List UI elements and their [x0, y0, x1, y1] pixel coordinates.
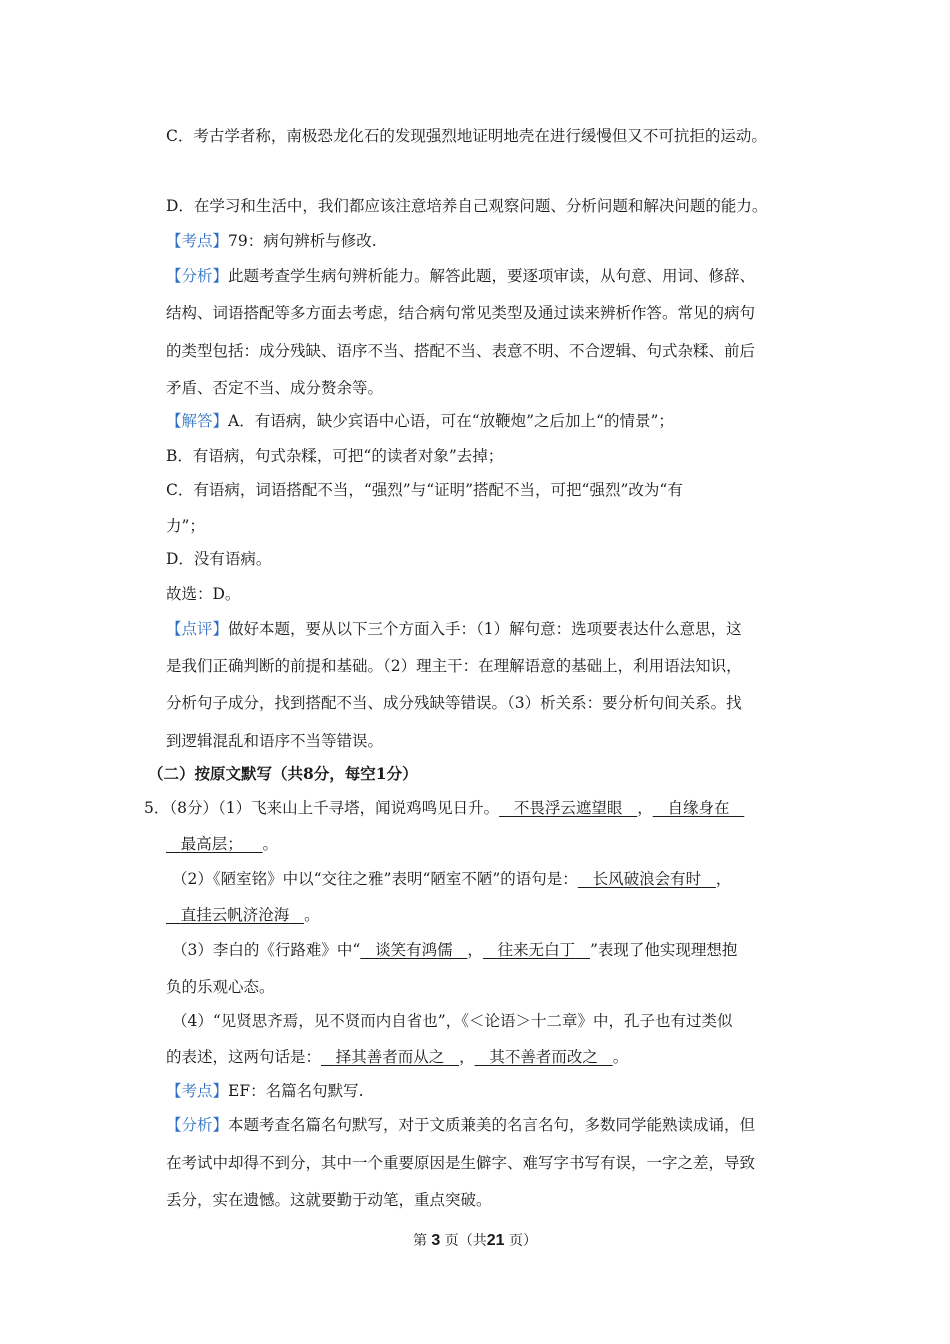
end-mark: 。	[262, 835, 279, 853]
kaodian-text: EF：名篇名句默写.	[228, 1082, 364, 1100]
q5-p3-suffix: ”表现了他实现理想抱	[589, 941, 738, 959]
footer-prefix: 第	[412, 1233, 427, 1249]
footer-middle: 页（共	[444, 1233, 487, 1249]
q4-fenxi-line: 结构、词语搭配等多方面去考虑，结合病句常见类型及通过读来辨析作答。常见的病句	[166, 304, 756, 322]
answer-blank: 谈笑有鸿儒	[375, 941, 453, 959]
q4-fenxi-line: 矛盾、否定不当、成分赘余等。	[166, 379, 384, 397]
q5-p4-prefix: 的表述，这两句话是：	[166, 1048, 322, 1066]
fenxi-text: 此题考查学生病句辨析能力。解答此题，要逐项审读，从句意、用词、修辞、	[228, 267, 756, 285]
q4-kaodian	[166, 231, 377, 251]
q5-line-1	[144, 798, 744, 818]
q4-jieda-line: D．没有语病。	[166, 550, 272, 568]
answer-blank: 不畏浮云遮望眼	[513, 799, 623, 817]
answer-blank: 长风破浪会有时	[592, 870, 702, 888]
q5-p3-prefix: （3）李白的《行路难》中“	[172, 941, 361, 959]
comma: ，	[459, 1048, 475, 1066]
option-c: C．考古学者称，南极恐龙化石的发现强烈地证明地壳在进行缓慢但又不可抗拒的运动。	[166, 127, 767, 145]
end-mark: 。	[612, 1048, 629, 1066]
kaodian-text: 79：病句辨析与修改.	[228, 232, 377, 250]
q5-line-7: （4）“见贤思齐焉，见不贤而内自省也”，《＜论语＞十二章》中，孔子也有过类似	[172, 1012, 733, 1030]
q4-dianping-line	[166, 619, 742, 639]
end-mark: 。	[304, 906, 320, 924]
q5-number: 5．	[144, 799, 170, 817]
kaodian-tag: 【考点】	[166, 232, 229, 250]
q5-line-3	[172, 869, 731, 889]
comma: ，	[637, 799, 653, 817]
comma: ，	[715, 870, 732, 888]
q4-jieda-line: 力”；	[166, 517, 205, 535]
q5-p2-prefix: （2）《陋室铭》中以“交往之雅”表明“陋室不陋”的语句是：	[172, 870, 578, 888]
answer-blank: 往来无白丁	[497, 941, 576, 959]
q4-dianping-line: 是我们正确判断的前提和基础。（2）理主干：在理解语意的基础上，利用语法知识，	[166, 657, 742, 675]
jieda-tag: 【解答】	[166, 412, 229, 430]
q4-jieda-line: C．有语病，词语搭配不当，“强烈”与“证明”搭配不当，可把“强烈”改为“有	[166, 481, 683, 499]
q4-fenxi-line	[166, 266, 755, 286]
kaodian-tag: 【考点】	[166, 1082, 229, 1100]
q4-jieda-line: B．有语病，句式杂糅，可把“的读者对象”去掉；	[166, 447, 504, 465]
answer-blank: 自缘身在	[667, 799, 730, 817]
q5-line-5	[172, 940, 737, 960]
q5-kaodian	[166, 1081, 364, 1101]
dianping-text: 做好本题，要从以下三个方面入手：（1）解句意：选项要表达什么意思，这	[228, 620, 742, 638]
q5-line-8	[166, 1047, 628, 1067]
q5-line-6: 负的乐观心态。	[166, 978, 275, 996]
q4-fenxi-line: 的类型包括：成分残缺、语序不当、搭配不当、表意不明、不合逻辑、句式杂糅、前后	[166, 342, 756, 360]
q5-fenxi-line: 丢分，实在遗憾。这就要勤于动笔，重点突破。	[166, 1191, 492, 1209]
fenxi-tag: 【分析】	[166, 1116, 229, 1134]
page-number: 3	[431, 1232, 441, 1249]
option-d: D．在学习和生活中，我们都应该注意培养自己观察问题、分析问题和解决问题的能力。	[166, 197, 768, 215]
q5-p1-prefix: （8分）（1）飞来山上千寻塔，闻说鸡鸣见日升。	[169, 799, 500, 817]
comma: ，	[467, 941, 483, 959]
fenxi-tag: 【分析】	[166, 267, 229, 285]
q4-dianping-line: 到逻辑混乱和语序不当等错误。	[166, 732, 384, 750]
q4-jieda-line: 故选：D。	[166, 585, 241, 603]
q5-line-2	[166, 834, 278, 854]
section-title: （二）按原文默写（共8分，每空1分）	[148, 764, 418, 783]
fenxi-text: 本题考查名篇名句默写，对于文质兼美的名言名句，多数同学能熟读成诵，但	[228, 1116, 756, 1134]
page-total: 21	[486, 1232, 505, 1249]
q4-dianping-line: 分析句子成分，找到搭配不当、成分残缺等错误。（3）析关系：要分析句间关系。找	[166, 694, 742, 712]
q5-fenxi-line	[166, 1115, 755, 1135]
answer-blank: 直挂云帆济沧海	[180, 906, 290, 924]
q5-line-4	[166, 905, 320, 925]
q4-jieda-line	[166, 411, 674, 431]
dianping-tag: 【点评】	[166, 620, 229, 638]
page-footer	[0, 1230, 950, 1250]
answer-blank: 其不善者而改之	[489, 1048, 598, 1066]
q5-fenxi-line: 在考试中却得不到分，其中一个重要原因是生僻字、难写字书写有误，一字之差，导致	[166, 1154, 756, 1172]
answer-blank: 最高层；	[180, 835, 243, 853]
footer-suffix: 页）	[509, 1233, 538, 1249]
answer-blank: 择其善者而从之	[335, 1048, 445, 1066]
jieda-text: A．有语病，缺少宾语中心语，可在“放鞭炮”之后加上“的情景”；	[228, 412, 674, 430]
